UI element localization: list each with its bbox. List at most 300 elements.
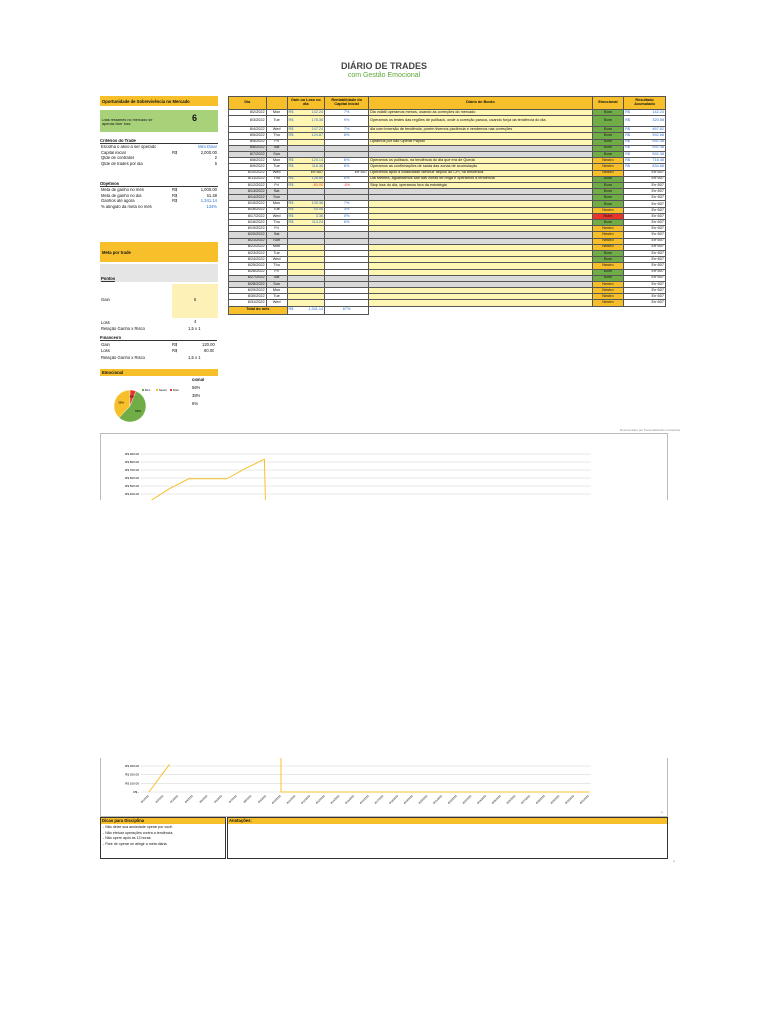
cell-date: 8/20/2022 bbox=[229, 232, 267, 238]
cell-pct: 7% bbox=[325, 110, 369, 116]
loss-value: 4 bbox=[194, 320, 197, 324]
cell-resultado-value: Err:507 bbox=[651, 281, 664, 286]
cell-emocional[interactable]: Neutro bbox=[592, 281, 623, 287]
cell-resultado-value: 834.88 bbox=[652, 164, 664, 168]
fin-loss-currency: R$ bbox=[172, 349, 178, 353]
y-tick-label: R$ 800.00 bbox=[125, 460, 139, 464]
cell-weekday: Thu bbox=[266, 133, 287, 139]
cell-resultado-value: 467.82 bbox=[652, 126, 664, 131]
criteria-list bbox=[100, 145, 218, 167]
cell-amount-value: Err:507 bbox=[310, 170, 324, 175]
x-tick-label: 8/31/2022 bbox=[579, 794, 590, 805]
cell-note[interactable]: Optamos por não Operar Payroll bbox=[369, 139, 593, 145]
criteria-label: Qtde de contratos bbox=[101, 156, 135, 161]
cell-resultado-value: Err:507 bbox=[651, 214, 664, 219]
cell-weekday: Mon bbox=[266, 158, 287, 164]
cell-resultado-value: 592.68 bbox=[652, 133, 664, 138]
cell-date: 8/12/2022 bbox=[229, 182, 267, 188]
header-day: Dia bbox=[229, 97, 267, 110]
cell-emocional[interactable]: Bom bbox=[592, 151, 623, 157]
cell-resultado-value: Err:507 bbox=[651, 275, 664, 280]
cell-resultado-value: Err:507 bbox=[651, 208, 664, 213]
emo-pct-bom: 56% bbox=[192, 386, 201, 390]
cell-weekday: Tue bbox=[266, 250, 287, 256]
cell-emocional[interactable]: Neutro bbox=[592, 244, 623, 250]
y-tick-label: R$ 900.00 bbox=[125, 452, 139, 456]
objective-label: Meta de ganho no mês bbox=[101, 188, 144, 192]
cell-amount-currency: R$ bbox=[288, 176, 294, 181]
total-row bbox=[229, 306, 666, 314]
cell-resultado-value: Err:507 bbox=[651, 256, 664, 261]
cell-emocional[interactable]: Bom bbox=[592, 139, 623, 145]
criteria-value: Mini Dolar bbox=[198, 145, 217, 149]
cell-resultado-value: 592.38 bbox=[652, 151, 664, 156]
emocional-side-label: cional bbox=[192, 378, 205, 382]
days-left-box bbox=[100, 110, 218, 132]
y-tick-label: R$ 200.00 bbox=[125, 772, 139, 777]
cell-emocional[interactable]: Neutro bbox=[592, 238, 623, 244]
header-emocional: Emocional bbox=[592, 97, 623, 110]
cell-resultado-currency: R$ bbox=[625, 118, 630, 123]
cell-resultado bbox=[624, 116, 666, 127]
fin-loss-value: 80.00 bbox=[204, 349, 215, 353]
x-tick-label: 8/12/2022 bbox=[300, 794, 312, 805]
cell-date: 8/22/2022 bbox=[229, 244, 267, 250]
pie-data-label: 56% bbox=[135, 409, 142, 414]
cell-amount-currency: R$ bbox=[288, 207, 294, 212]
cell-note[interactable]: Dia volátil operamos menos, usando as correções do mercado bbox=[369, 110, 593, 116]
balance-line-baseline bbox=[281, 758, 589, 792]
cell-emocional[interactable]: Bom bbox=[592, 220, 623, 226]
fin-gain-value: 120.00 bbox=[202, 343, 215, 347]
criteria-label: Escolha o ativo a ser operado bbox=[101, 145, 157, 149]
y-tick-label: R$ 700.00 bbox=[125, 468, 139, 472]
cell-emocional[interactable]: Neutro bbox=[592, 232, 623, 238]
page-marker: p. bbox=[673, 860, 676, 863]
cell-date: 8/6/2022 bbox=[229, 145, 267, 151]
x-tick-label: 8/9/2022 bbox=[257, 794, 268, 804]
x-tick-label: 8/26/2022 bbox=[506, 794, 517, 805]
cell-weekday: Sun bbox=[266, 281, 287, 287]
trade-log-table bbox=[228, 96, 666, 315]
cell-weekday: Fri bbox=[266, 226, 287, 232]
cell-date: 8/25/2022 bbox=[229, 263, 267, 269]
x-tick-label: 8/27/2022 bbox=[520, 794, 532, 805]
document-title: DIÁRIO DE TRADES bbox=[340, 61, 427, 71]
criteria-row bbox=[100, 162, 218, 168]
cell-date: 8/3/2022 bbox=[229, 116, 267, 127]
cell-resultado-value: 320.58 bbox=[652, 118, 664, 123]
criteria-value: 6 bbox=[214, 161, 217, 166]
pie-data-label: 6% bbox=[129, 394, 134, 399]
cell-date: 8/21/2022 bbox=[229, 238, 267, 244]
header-rentabilidade: Rentabilidade do Capital Inicial bbox=[325, 97, 369, 110]
cell-emocional[interactable]: Neutro bbox=[592, 207, 623, 213]
cell-note[interactable]: Operamos após a volatilidade diminuir depois do CPI, na tendência bbox=[369, 170, 593, 176]
criteria-label: Capital inicial bbox=[101, 150, 126, 155]
cell-date: 8/17/2022 bbox=[229, 213, 267, 219]
criteria-value: 2 bbox=[214, 156, 217, 161]
cell-amount-value: 124.14 bbox=[311, 157, 324, 162]
meta-trade-header: Meta por trade bbox=[100, 242, 218, 262]
cell-emocional[interactable]: Bom bbox=[592, 275, 623, 281]
corner-note: Desenvolvido por Personalizando Conteúdos bbox=[620, 429, 681, 432]
x-tick-label: 8/23/2022 bbox=[462, 794, 473, 805]
cell-emocional[interactable]: Bom bbox=[592, 127, 623, 133]
x-tick-label: 8/16/2022 bbox=[359, 794, 370, 805]
cell-weekday: Mon bbox=[266, 244, 287, 250]
gain-box bbox=[172, 284, 218, 318]
cell-weekday: Mon bbox=[266, 201, 287, 207]
cell-pct: 9% bbox=[325, 116, 369, 127]
cell-resultado-value: Err:507 bbox=[651, 263, 664, 267]
cell-date: 8/31/2022 bbox=[229, 300, 267, 306]
cell-emocional[interactable]: Neutro bbox=[592, 300, 623, 306]
cell-emocional[interactable]: Neutro bbox=[592, 164, 623, 170]
cell-date: 8/4/2022 bbox=[229, 127, 267, 133]
objective-value: 61.48 bbox=[206, 193, 217, 198]
cell-date: 8/16/2022 bbox=[229, 207, 267, 213]
cell-emocional[interactable]: Bom bbox=[592, 269, 623, 275]
opportunity-header: Oportunidade de Sobrevivência no Mercado bbox=[100, 96, 218, 106]
objective-row bbox=[100, 205, 218, 211]
balance-chart-bottom bbox=[100, 758, 668, 817]
x-tick-label: 8/17/2022 bbox=[374, 794, 385, 805]
cell-amount-value: 118.36 bbox=[311, 164, 324, 168]
total-pct: 67% bbox=[325, 306, 369, 314]
cell-amount-value: 3.36 bbox=[315, 213, 324, 218]
cell-resultado-currency: R$ bbox=[625, 145, 630, 150]
x-tick-label: 8/15/2022 bbox=[344, 794, 356, 805]
cell-date: 8/30/2022 bbox=[229, 294, 267, 300]
criteria-value: 2,000.00 bbox=[200, 150, 217, 155]
x-tick-label: 8/7/2022 bbox=[228, 794, 238, 804]
cell-amount-value: 128.80 bbox=[311, 176, 324, 181]
cell-weekday: Fri bbox=[266, 182, 287, 188]
cell-amount-currency: R$ bbox=[288, 157, 294, 162]
cell-emocional[interactable]: Bom bbox=[592, 176, 623, 182]
notes-box bbox=[227, 817, 668, 859]
x-tick-label: 8/14/2022 bbox=[330, 794, 341, 805]
cell-emocional[interactable]: Neutro bbox=[592, 170, 623, 176]
cell-date: 8/27/2022 bbox=[229, 275, 267, 281]
cell-resultado-value: Err:507 bbox=[651, 244, 664, 249]
cell-date: 8/2/2022 bbox=[229, 110, 267, 116]
days-left-label: Dias restantes no mercado se apenas tiver loss bbox=[102, 119, 153, 126]
cell-date: 8/10/2022 bbox=[229, 170, 267, 176]
cell-pct: 7% bbox=[325, 127, 369, 133]
document-subtitle: com Gestão Emocional bbox=[347, 72, 421, 79]
header-gain-loss: Gain ou Loss no dia bbox=[287, 97, 325, 110]
cell-weekday: Sun bbox=[266, 195, 287, 201]
fin-ratio-value: 1,5 x 1 bbox=[188, 356, 201, 360]
cell-emocional[interactable]: Bom bbox=[592, 195, 623, 201]
cell-weekday: Sat bbox=[266, 189, 287, 195]
cell-weekday: Sat bbox=[266, 275, 287, 281]
objective-label: % atingido da meta no mês bbox=[101, 204, 152, 209]
cell-date: 8/26/2022 bbox=[229, 269, 267, 275]
cell-emocional[interactable]: Ruim bbox=[592, 213, 623, 219]
balance-line-rise bbox=[149, 764, 170, 792]
cell-amount-currency: R$ bbox=[288, 201, 294, 206]
cell-resultado-value: Err:507 bbox=[651, 225, 664, 230]
cell-weekday: Tue bbox=[266, 294, 287, 300]
cell-resultado-currency: R$ bbox=[625, 133, 630, 138]
x-tick-label: 8/19/2022 bbox=[403, 794, 414, 805]
cell-resultado-value: Err:507 bbox=[651, 238, 664, 243]
pie-legend-swatch bbox=[156, 389, 158, 391]
cell-weekday: Mon bbox=[266, 288, 287, 294]
pie-data-label: 38% bbox=[118, 400, 125, 405]
fin-gain-currency: R$ bbox=[172, 343, 178, 347]
pie-legend-label: Bom bbox=[145, 389, 151, 392]
fin-loss-label: Loss bbox=[101, 349, 110, 353]
cell-resultado-value: Err:507 bbox=[651, 170, 664, 175]
cell-resultado-value: 716.48 bbox=[652, 157, 664, 162]
x-tick-label: 8/10/2022 bbox=[271, 794, 282, 805]
y-tick-label: R$ - bbox=[133, 790, 139, 794]
cell-resultado-currency: R$ bbox=[625, 151, 630, 156]
cell-weekday: Wed bbox=[266, 257, 287, 263]
x-tick-label: 8/8/2022 bbox=[243, 794, 253, 804]
cell-weekday: Sat bbox=[266, 145, 287, 151]
cell-amount-currency: R$ bbox=[288, 182, 294, 187]
table-row bbox=[229, 116, 666, 127]
cell-emocional[interactable]: Bom bbox=[592, 189, 623, 195]
total-label: Total do mês bbox=[229, 306, 288, 314]
cell-resultado-value: Err:507 bbox=[651, 269, 664, 274]
cell-weekday: Thu bbox=[266, 220, 287, 226]
balance-line-chart-bottom bbox=[101, 758, 667, 816]
x-tick-label: 8/13/2022 bbox=[315, 794, 326, 805]
cell-amount-value: -80.00 bbox=[312, 182, 324, 187]
cell-emocional[interactable]: Bom bbox=[592, 250, 623, 256]
objective-currency: R$ bbox=[172, 199, 178, 204]
cell-date: 8/18/2022 bbox=[229, 220, 267, 226]
cell-pct: 6% bbox=[325, 133, 369, 139]
cell-date: 8/15/2022 bbox=[229, 201, 267, 207]
cell-weekday: Thu bbox=[266, 263, 287, 269]
chart-footnote: p. bbox=[661, 811, 664, 814]
cell-amount-value: 124.87 bbox=[311, 133, 324, 138]
cell-weekday: Fri bbox=[266, 269, 287, 275]
cell-pct: 7% bbox=[325, 201, 369, 207]
gain-label: Gain bbox=[101, 298, 110, 302]
objectives-title: Objetivos bbox=[100, 182, 218, 187]
cell-resultado-value: Err:507 bbox=[651, 194, 664, 199]
x-tick-label: 8/6/2022 bbox=[213, 794, 224, 804]
tips-box bbox=[100, 817, 226, 859]
cell-note[interactable]: dia com inversão de tendência, porém tivemos paciência e vendemos nas correções bbox=[369, 127, 593, 133]
total-amount: 1,341.14 bbox=[308, 307, 324, 312]
x-tick-label: 8/21/2022 bbox=[432, 794, 444, 805]
cell-note[interactable]: Dia Mentira, aguardamos sair das zonas de briga e operamos a tendência bbox=[369, 176, 593, 182]
cell-resultado-currency: R$ bbox=[625, 164, 630, 168]
cell-date: 8/8/2022 bbox=[229, 158, 267, 164]
cell-resultado-currency: R$ bbox=[625, 139, 630, 144]
pie-legend-label: Ruim bbox=[173, 389, 180, 392]
cell-amount-value: 142.24 bbox=[311, 109, 324, 114]
cell-amount-value: 53.06 bbox=[313, 207, 324, 212]
pie-legend-label: Neutro bbox=[159, 389, 167, 392]
x-tick-label: 8/1/2022 bbox=[140, 794, 150, 804]
cell-emocional[interactable]: Neutro bbox=[592, 226, 623, 232]
cell-date: 8/23/2022 bbox=[229, 250, 267, 256]
cell-resultado-value: 592.38 bbox=[652, 139, 664, 144]
cell-note[interactable]: Operamos as confirmações de saída das zonas de acumulação bbox=[369, 164, 593, 170]
total-currency: R$ bbox=[288, 307, 294, 312]
cell-emocional[interactable]: Bom bbox=[592, 182, 623, 188]
objective-value: 134% bbox=[206, 204, 217, 209]
cell-resultado-value: 142.24 bbox=[652, 109, 664, 114]
cell-weekday: Sun bbox=[266, 238, 287, 244]
x-tick-label: 8/11/2022 bbox=[286, 794, 297, 805]
objective-label: Ganhos até agora bbox=[101, 199, 135, 204]
y-tick-label: R$ 400.00 bbox=[125, 492, 139, 496]
fin-ratio-label: Relação Ganho x Risco bbox=[101, 356, 145, 360]
cell-pct: 6% bbox=[325, 158, 369, 164]
objective-value: 1,000.00 bbox=[200, 188, 217, 192]
cell-pct: Err:507 bbox=[325, 170, 369, 176]
cell-emocional[interactable]: Bom bbox=[592, 257, 623, 263]
x-tick-label: 8/2/2022 bbox=[155, 794, 165, 804]
cell-resultado-value: Err:507 bbox=[651, 232, 664, 237]
cell-amount-value: 114.24 bbox=[311, 219, 324, 224]
cell-weekday: Mon bbox=[266, 110, 287, 116]
cell-weekday: Tue bbox=[266, 207, 287, 213]
x-tick-label: 8/30/2022 bbox=[564, 794, 576, 805]
cell-resultado-value: Err:507 bbox=[651, 188, 664, 193]
notes-title: Anotações: bbox=[228, 818, 667, 824]
cell-amount-currency: R$ bbox=[288, 219, 294, 224]
objective-currency: R$ bbox=[172, 193, 178, 198]
x-tick-label: 8/3/2022 bbox=[169, 794, 180, 804]
cell-emocional[interactable]: Bom bbox=[592, 201, 623, 207]
pontos-box bbox=[100, 264, 218, 282]
emo-pct-neutro: 38% bbox=[192, 394, 201, 398]
cell-emocional[interactable]: Bom bbox=[592, 116, 623, 127]
cell-amount-value: 178.36 bbox=[311, 118, 324, 123]
cell-resultado-currency: R$ bbox=[625, 109, 630, 114]
cell-resultado-currency: R$ bbox=[625, 157, 630, 162]
cell-resultado-value: Err:507 bbox=[651, 220, 664, 225]
cell-emocional[interactable]: Neutro bbox=[592, 263, 623, 269]
total-amount-cell bbox=[287, 306, 325, 314]
gain-value: 6 bbox=[194, 298, 197, 302]
cell-emocional[interactable]: Bom bbox=[592, 145, 623, 151]
ratio-value: 1,5 x 1 bbox=[188, 327, 201, 331]
x-tick-label: 8/25/2022 bbox=[491, 794, 502, 805]
tips-list bbox=[101, 824, 225, 848]
financeiro-title: Financeiro bbox=[100, 336, 217, 341]
cell-date: 8/7/2022 bbox=[229, 151, 267, 157]
header-resultado: Resultado Acumulado bbox=[624, 97, 666, 110]
cell-date: 8/11/2022 bbox=[229, 176, 267, 182]
cell-date: 8/13/2022 bbox=[229, 189, 267, 195]
cell-weekday: Thu bbox=[266, 176, 287, 182]
cell-pct: 6% bbox=[325, 164, 369, 170]
cell-resultado-value: Err:507 bbox=[651, 293, 664, 298]
y-tick-label: R$ 600.00 bbox=[125, 476, 139, 480]
balance-chart-top bbox=[100, 433, 668, 500]
x-tick-label: 8/29/2022 bbox=[550, 794, 561, 805]
objective-currency: R$ bbox=[172, 188, 178, 192]
cell-date: 8/9/2022 bbox=[229, 164, 267, 170]
cell-emocional[interactable]: Neutro bbox=[592, 158, 623, 164]
cell-weekday: Wed bbox=[266, 170, 287, 176]
cell-weekday: Wed bbox=[266, 300, 287, 306]
cell-emocional[interactable]: Neutro bbox=[592, 294, 623, 300]
emocional-header: Emocional bbox=[100, 369, 218, 376]
cell-note[interactable]: Operamos os pullback, na tendência do dia que era de Queda bbox=[369, 158, 593, 164]
objective-value: 1,341.14 bbox=[200, 199, 217, 204]
cell-emocional[interactable]: Bom bbox=[592, 133, 623, 139]
y-tick-label: R$ 300.00 bbox=[125, 764, 139, 768]
tip-item: - Não opere após às 13 horas. bbox=[103, 836, 152, 840]
cell-pct: -4% bbox=[325, 182, 369, 188]
cell-emocional[interactable]: Neutro bbox=[592, 288, 623, 294]
table-header-row bbox=[229, 97, 666, 110]
tip-item: - Não deixe sua ansiedade operar por você. bbox=[103, 825, 173, 829]
cell-amount-currency: R$ bbox=[288, 126, 294, 131]
cell-resultado-value: Err:507 bbox=[651, 250, 664, 255]
cell-weekday: Tue bbox=[266, 116, 287, 127]
cell-resultado-value: Err:507 bbox=[651, 201, 664, 206]
cell-weekday: Tue bbox=[266, 164, 287, 170]
cell-date: 8/5/2022 bbox=[229, 139, 267, 145]
tips-title: Dicas para Disciplina bbox=[101, 818, 225, 824]
cell-note[interactable]: Operamos os testes das regiões de pullback, onde a correção parous, usando força da tendência do dia. bbox=[369, 116, 593, 127]
cell-weekday: Fri bbox=[266, 139, 287, 145]
cell-amount-value: 147.24 bbox=[311, 126, 324, 131]
cell-date: 8/19/2022 bbox=[229, 226, 267, 232]
cell-note[interactable]: Stop loss do dia, operamos fora da estratégia bbox=[369, 182, 593, 188]
cell-pct: 0% bbox=[325, 213, 369, 219]
emotion-pie-chart bbox=[110, 378, 190, 424]
pie-legend-swatch bbox=[170, 389, 172, 391]
cell-weekday: Sat bbox=[266, 232, 287, 238]
objectives-list bbox=[100, 188, 218, 210]
cell-weekday: Wed bbox=[266, 127, 287, 133]
cell-pct: 6% bbox=[325, 176, 369, 182]
cell-amount bbox=[287, 116, 325, 127]
header-diario: Diário de Bordo bbox=[369, 97, 593, 110]
balance-line-chart-top bbox=[101, 434, 667, 500]
loss-label: Loss bbox=[101, 321, 110, 325]
cell-date: 8/28/2022 bbox=[229, 281, 267, 287]
pie-legend-swatch bbox=[142, 389, 144, 391]
cell-date: 8/29/2022 bbox=[229, 288, 267, 294]
cell-amount-currency: R$ bbox=[288, 133, 294, 138]
cell-resultado-value: Err:507 bbox=[651, 300, 664, 305]
x-tick-label: 8/22/2022 bbox=[447, 794, 458, 805]
cell-weekday: Sun bbox=[266, 151, 287, 157]
cell-pct: 3% bbox=[325, 207, 369, 213]
criteria-title: Critérios do Trade bbox=[100, 139, 218, 144]
criteria-label: Qtde de trades por dia bbox=[101, 161, 143, 166]
x-tick-label: 8/28/2022 bbox=[535, 794, 546, 805]
cell-date: 8/14/2022 bbox=[229, 195, 267, 201]
cell-amount-currency: R$ bbox=[288, 164, 294, 168]
cell-resultado-value: Err:507 bbox=[651, 176, 664, 181]
x-tick-label: 8/24/2022 bbox=[476, 794, 488, 805]
fin-gain-label: Gain bbox=[101, 343, 110, 347]
objective-label: Meta de ganho no dia bbox=[101, 193, 142, 198]
x-tick-label: 8/20/2022 bbox=[418, 794, 429, 805]
days-left-value: 6 bbox=[192, 113, 198, 123]
cell-amount-currency: R$ bbox=[288, 118, 294, 123]
cell-emocional[interactable]: Bom bbox=[592, 110, 623, 116]
